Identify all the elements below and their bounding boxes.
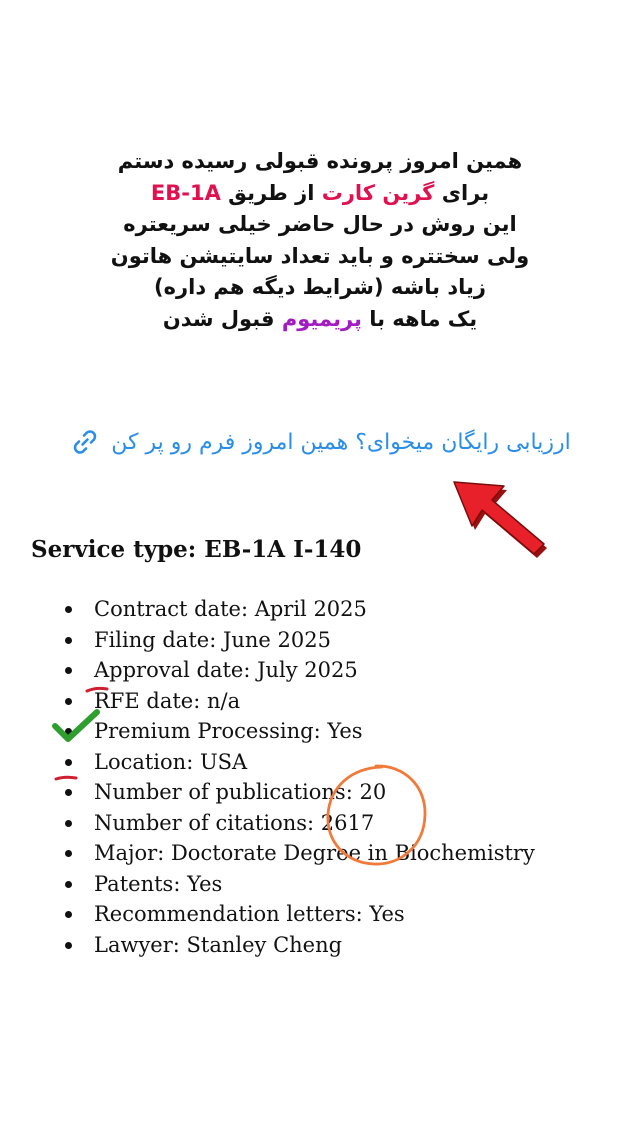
intro-line-5: زیاد باشه (شرایط دیگه هم داره) [154,275,486,299]
filing-date: Filing date: June 2025 [94,627,331,652]
service-type-title: Service type: EB-1A I-140 [31,536,362,563]
intro-line-6 [0,304,640,336]
intro-line-4: ولی سختتره و باید تعداد سایتیشن هاتون [110,243,530,268]
intro-line-3: این روش در حال حاضر خیلی سریعتره [123,212,517,236]
evaluation-link-text[interactable]: ارزیابی رایگان میخوای؟ همین امروز فرم رو پر کن [111,429,571,455]
premium-highlight: پریمیوم [281,306,362,331]
patents: Patents: Yes [94,871,223,896]
intro-line-6-start: یک ماهه با [361,306,478,331]
eb1a-highlight: EB-1A [150,180,221,205]
contract-date: Contract date: April 2025 [94,597,367,621]
bullet [65,698,72,705]
bullet [65,820,72,827]
lawyer: Lawyer: Stanley Cheng [94,932,343,957]
bullet [65,942,72,949]
intro-text [0,146,640,335]
bullet [65,881,72,888]
location: Location: USA [94,749,248,774]
approval-date: Approval date: July 2025 [94,658,358,682]
major: Major: Doctorate Degree in Biochemistry [94,841,535,865]
green-card-highlight: گرین کارت [321,180,435,205]
bullet [65,789,72,796]
bullet [65,667,72,674]
link-icon [69,426,101,458]
evaluation-link[interactable] [0,420,640,464]
recommendation-letters: Recommendation letters: Yes [94,902,405,926]
bullet [65,728,72,735]
publications-count: Number of publications: 20 [94,780,387,804]
intro-line-2-start: برای [434,180,490,205]
red-dash-mark-2 [53,772,79,784]
intro-line-2 [0,178,640,210]
rfe-date: RFE date: n/a [94,688,241,713]
bullet [65,637,72,644]
bullet [65,911,72,918]
premium-processing: Premium Processing: Yes [94,719,363,743]
intro-line-2-mid: از طریق [220,180,322,205]
intro-line-1: همین امروز پرونده قبولی رسیده دستم [117,149,523,173]
bullet [65,606,72,613]
red-arrow-icon [446,470,556,560]
citations-count: Number of citations: 2617 [94,810,375,835]
intro-line-6-end: قبول شدن [162,306,282,331]
bullet [65,759,72,766]
bullet [65,850,72,857]
